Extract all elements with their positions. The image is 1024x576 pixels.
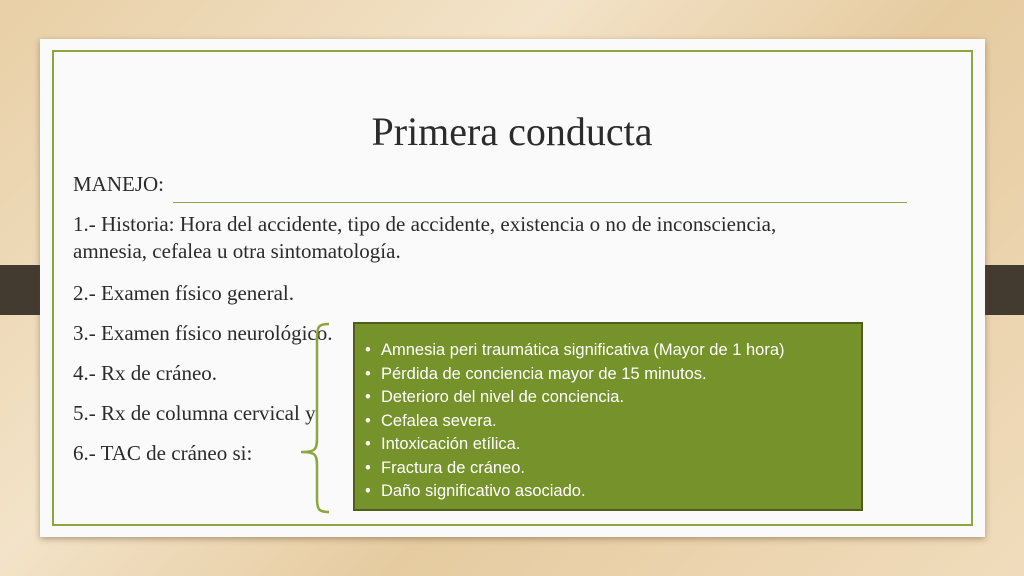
title-divider — [173, 202, 907, 203]
item-3: 3.- Examen físico neurológico. — [73, 321, 333, 345]
item-5: 5.- Rx de columna cervical y — [73, 401, 316, 425]
ct-criteria-list — [355, 339, 861, 504]
manejo-heading: MANEJO: — [73, 172, 165, 196]
item-2: 2.- Examen físico general. — [73, 281, 294, 305]
bullet-icon: • — [365, 411, 371, 430]
list-item: • Amnesia peri traumática significativa (Mayor de 1 hora) — [365, 339, 861, 363]
item-4: 4.- Rx de cráneo. — [73, 361, 218, 385]
slide-title: Primera conducta — [371, 109, 653, 154]
list-item: • Cefalea severa. — [365, 410, 861, 434]
list-item: • Pérdida de conciencia mayor de 15 minutos. — [365, 363, 861, 387]
item-1-line-1: 1.- Historia: Hora del accidente, tipo de accidente, existencia o no de inconsciencia, — [73, 212, 777, 236]
list-item: • Deterioro del nivel de conciencia. — [365, 386, 861, 410]
bullet-icon: • — [365, 458, 371, 477]
item-1-line-2: amnesia, cefalea u otra sintomatología. — [73, 239, 401, 263]
bullet-icon: • — [365, 364, 371, 383]
item-6: 6.- TAC de cráneo si: — [73, 441, 253, 465]
list-item: • Daño significativo asociado. — [365, 480, 861, 504]
left-side-tab — [0, 265, 42, 315]
bullet-icon: • — [365, 482, 371, 500]
ct-criteria-box — [353, 322, 863, 511]
bullet-icon: • — [365, 341, 371, 359]
curly-brace-icon — [297, 322, 337, 514]
list-item: • Fractura de cráneo. — [365, 457, 861, 481]
bullet-icon: • — [365, 435, 371, 453]
bullet-icon: • — [365, 388, 371, 406]
list-item: • Intoxicación etílica. — [365, 433, 861, 457]
